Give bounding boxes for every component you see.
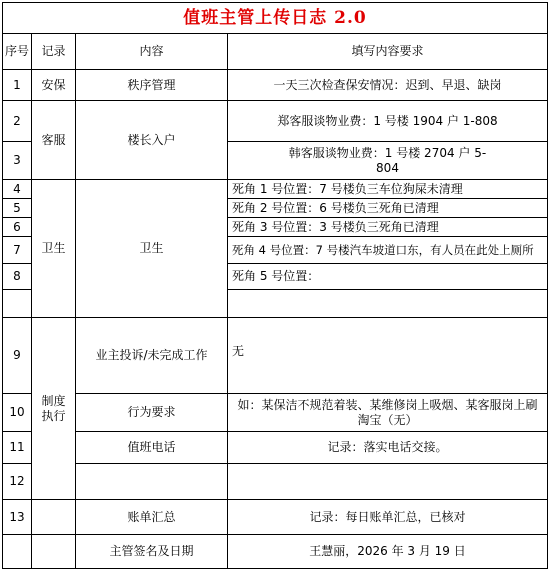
content-cell: 卫生 — [76, 180, 228, 318]
requirement-cell: 死角 5 号位置： — [228, 264, 548, 290]
content-cell: 秩序管理 — [76, 70, 228, 101]
signature-row — [3, 535, 548, 569]
table-row — [3, 394, 548, 432]
table-row — [3, 70, 548, 101]
requirement-cell: 记录：每日账单汇总，已核对 — [228, 500, 548, 535]
record-cell — [32, 318, 76, 500]
requirement-cell: 死角 1 号位置：7 号楼负三车位狗屎未清理 — [228, 180, 548, 199]
record-cell: 安保 — [32, 70, 76, 101]
requirement-text: 韩客服谈物业费：1 号楼 2704 户 5-804 — [288, 145, 487, 175]
requirement-cell: 死角 2 号位置：6 号楼负三死角已清理 — [228, 199, 548, 218]
content-cell: 业主投诉/未完成工作 — [76, 318, 228, 394]
content-cell: 楼长入户 — [76, 101, 228, 180]
table-row — [3, 180, 548, 199]
record-cell — [32, 500, 76, 535]
record-cell — [32, 535, 76, 569]
row-number: 7 — [3, 237, 32, 264]
requirement-cell: 一天三次检查保安情况：迟到、早退、缺岗 — [228, 70, 548, 101]
row-number: 5 — [3, 199, 32, 218]
row-number — [3, 290, 32, 318]
signature-value: 王慧丽，2026 年 3 月 19 日 — [228, 535, 548, 569]
header-row — [3, 34, 548, 70]
log-title: 值班主管上传日志 2.0 — [3, 3, 548, 34]
row-number: 10 — [3, 394, 32, 432]
row-number: 12 — [3, 464, 32, 500]
requirement-cell: 记录：落实电话交接。 — [228, 432, 548, 464]
content-cell — [76, 464, 228, 500]
table-row — [3, 464, 548, 500]
row-number: 3 — [3, 142, 32, 180]
row-number: 4 — [3, 180, 32, 199]
row-number: 1 — [3, 70, 32, 101]
table-row — [3, 101, 548, 142]
record-cell: 卫生 — [32, 180, 76, 318]
record-text: 制度执行 — [41, 393, 66, 423]
requirement-cell: 郑客服谈物业费：1 号楼 1904 户 1-808 — [228, 101, 548, 142]
content-cell: 值班电话 — [76, 432, 228, 464]
requirement-cell: 无 — [228, 318, 548, 394]
requirement-cell — [228, 290, 548, 318]
row-number: 6 — [3, 218, 32, 237]
title-row — [3, 3, 548, 34]
content-cell: 账单汇总 — [76, 500, 228, 535]
row-number: 8 — [3, 264, 32, 290]
table-row — [3, 318, 548, 394]
header-seq: 序号 — [3, 34, 32, 70]
row-number: 9 — [3, 318, 32, 394]
requirement-cell — [228, 142, 548, 180]
table-row — [3, 500, 548, 535]
row-number: 11 — [3, 432, 32, 464]
requirement-cell: 死角 3 号位置：3 号楼负三死角已清理 — [228, 218, 548, 237]
content-cell: 行为要求 — [76, 394, 228, 432]
row-number — [3, 535, 32, 569]
row-number: 13 — [3, 500, 32, 535]
header-requirement: 填写内容要求 — [228, 34, 548, 70]
requirement-cell: 如：某保洁不规范着装、某维修岗上吸烟、某客服岗上刷淘宝（无） — [228, 394, 548, 432]
requirement-cell: 死角 4 号位置：7 号楼汽车坡道口东，有人员在此处上厕所 — [228, 237, 548, 264]
header-content: 内容 — [76, 34, 228, 70]
requirement-cell — [228, 464, 548, 500]
signature-label: 主管签名及日期 — [76, 535, 228, 569]
row-number: 2 — [3, 101, 32, 142]
record-cell: 客服 — [32, 101, 76, 180]
header-record: 记录 — [32, 34, 76, 70]
table-row — [3, 432, 548, 464]
duty-log-table — [2, 2, 548, 569]
